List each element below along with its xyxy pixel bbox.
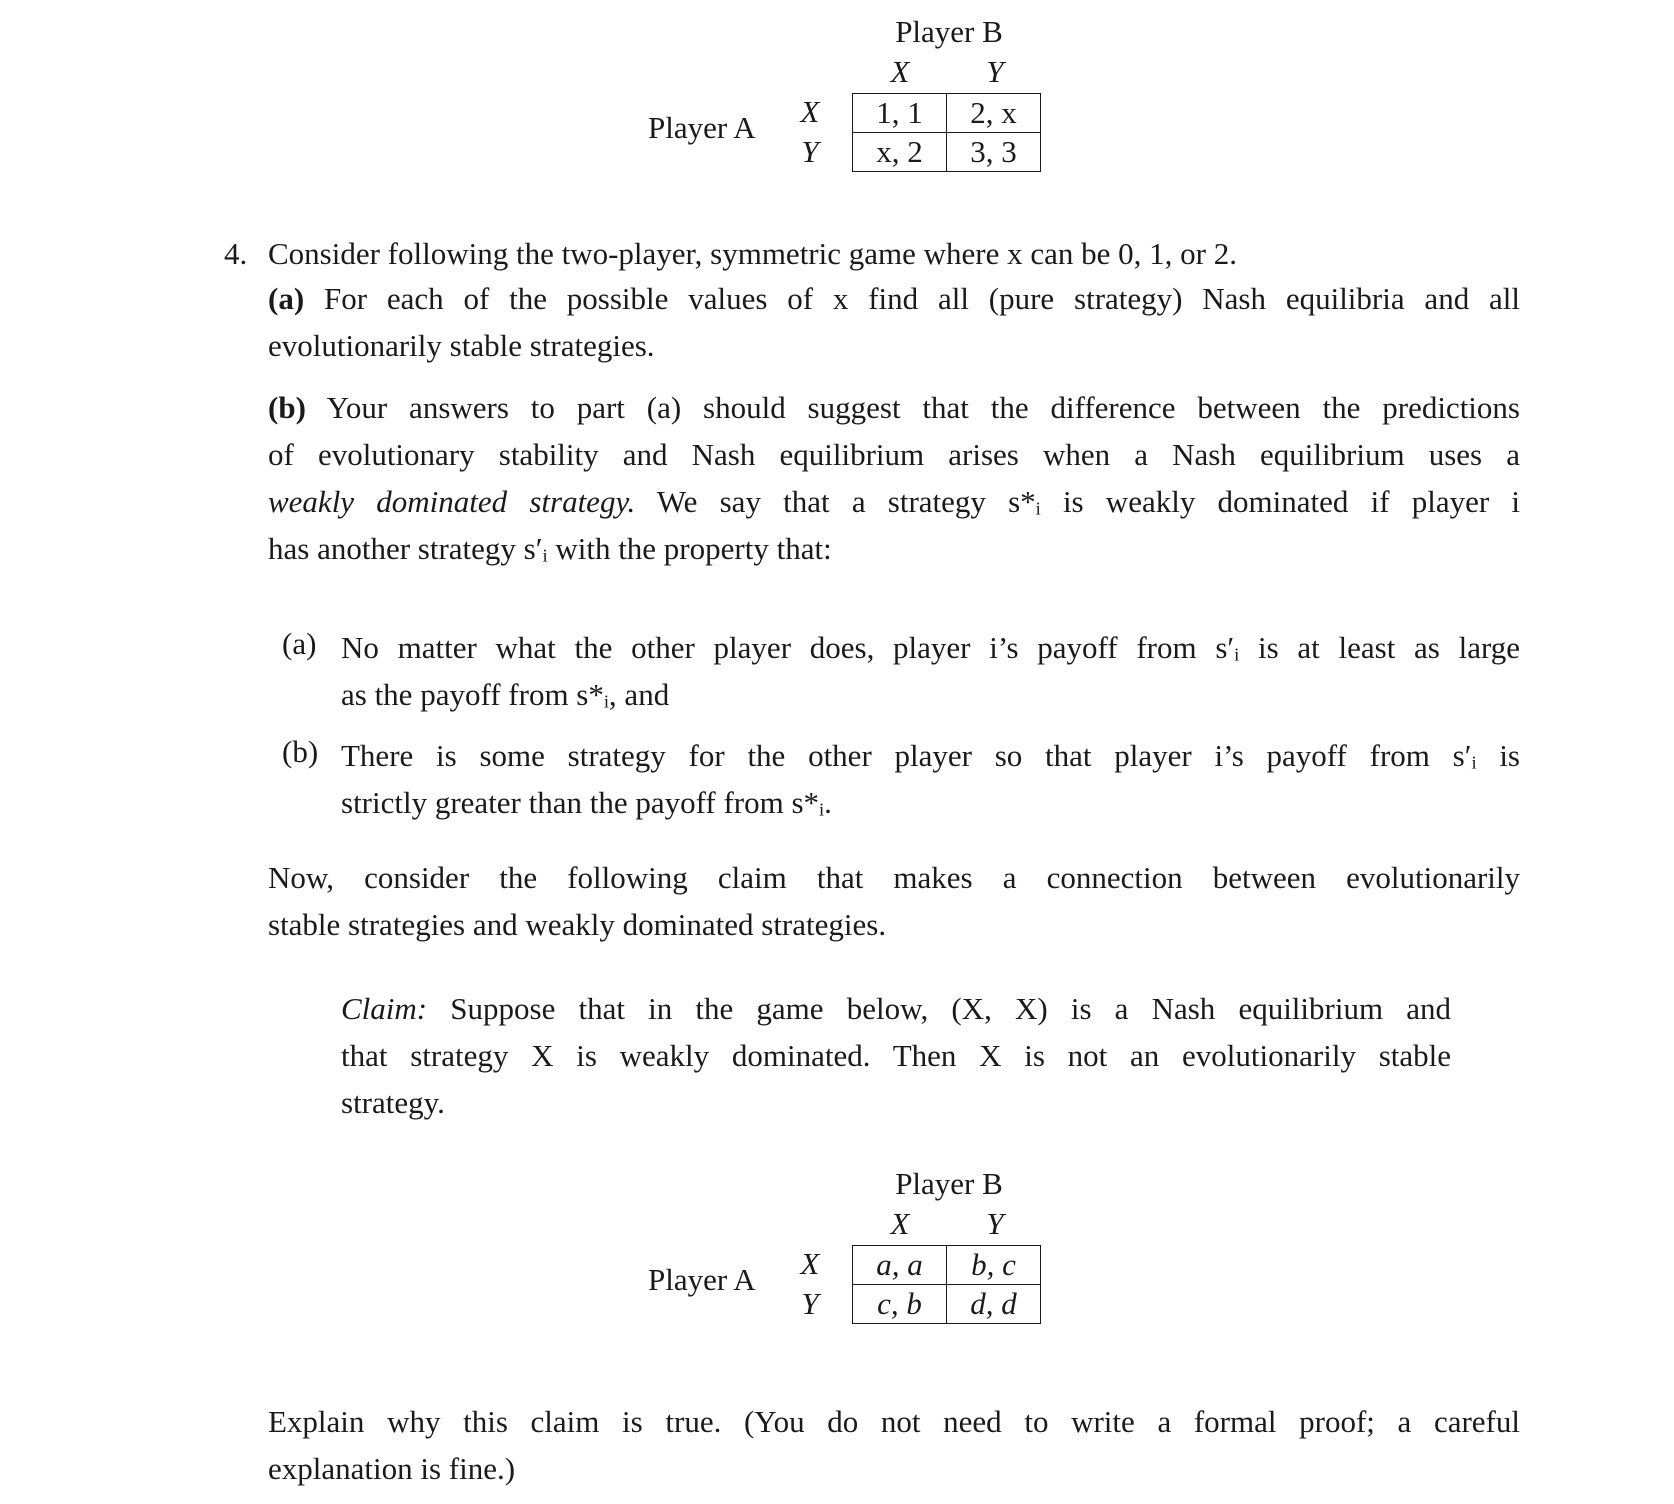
player-a-label: Player A — [648, 110, 756, 145]
condition-a-label: (a) — [282, 626, 317, 661]
claim-paragraph — [341, 985, 1451, 1126]
condition-a-line-1: No matter what the other player does, player i’s payoff from s′ᵢ is at least as large — [341, 630, 1520, 665]
claim-text-1: Suppose that in the game below, (X, X) is a Nash equilibrium and — [450, 991, 1451, 1026]
part-a-line-2: evolutionarily stable strategies. — [268, 328, 655, 363]
condition-b-line-2: strictly greater than the payoff from s*ᵢ. — [341, 785, 832, 820]
now-paragraph — [268, 854, 1520, 948]
part-a-label: (a) — [268, 281, 305, 316]
table-row — [853, 133, 1041, 172]
part-b-line-3 — [268, 478, 1520, 525]
column-label-x: X — [890, 1206, 910, 1241]
part-b-line-4: has another strategy s′ᵢ with the property that: — [268, 531, 832, 566]
payoff-cell: 1, 1 — [853, 94, 947, 133]
payoff-cell: 2, x — [947, 94, 1041, 133]
part-b-line-2: of evolutionary stability and Nash equilibrium arises when a Nash equilibrium uses a — [268, 437, 1520, 472]
column-label-x: X — [890, 54, 910, 89]
row-label-x: X — [800, 1246, 820, 1281]
table-row — [853, 1285, 1041, 1324]
now-line-1: Now, consider the following claim that makes a connection between evolutionarily — [268, 860, 1520, 895]
table-row — [853, 94, 1041, 133]
row-label-y: Y — [801, 134, 819, 169]
part-b-paragraph — [268, 384, 1520, 572]
part-b-label: (b) — [268, 390, 306, 425]
payoff-matrix-2 — [0, 1166, 1674, 1336]
part-b-text-3: We say that a strategy s*ᵢ is weakly dominated if player i — [656, 484, 1520, 519]
explain-line-2: explanation is fine.) — [268, 1451, 516, 1486]
claim-label: Claim: — [341, 991, 428, 1026]
condition-b-line-1: There is some strategy for the other player so that player i’s payoff from s′ᵢ is — [341, 738, 1520, 773]
player-a-label: Player A — [648, 1262, 756, 1297]
payoff-table — [852, 93, 1041, 172]
table-row — [853, 1246, 1041, 1285]
condition-a-line-2: as the payoff from s*ᵢ, and — [341, 677, 670, 712]
claim-line-2: that strategy X is weakly dominated. Then X is not an evolutionarily stable — [341, 1038, 1451, 1073]
payoff-matrix-1 — [0, 14, 1674, 184]
payoff-cell: b, c — [947, 1246, 1041, 1285]
row-label-x: X — [800, 94, 820, 129]
explain-line-1: Explain why this claim is true. (You do not need to write a formal proof; a careful — [268, 1404, 1520, 1439]
part-a-paragraph — [268, 275, 1520, 369]
question-number: 4. — [224, 236, 248, 271]
claim-line-3: strategy. — [341, 1085, 445, 1120]
part-b-emphasis: weakly dominated strategy. — [268, 484, 636, 519]
payoff-cell: c, b — [853, 1285, 947, 1324]
condition-a-text — [341, 624, 1520, 718]
condition-b-text — [341, 732, 1520, 826]
player-b-label: Player B — [895, 14, 1003, 49]
part-b-line-1 — [268, 384, 1520, 431]
part-a-text-1: For each of the possible values of x find all (pure strategy) Nash equilibria and all — [323, 281, 1521, 316]
condition-b-label: (b) — [282, 734, 319, 769]
now-line-2: stable strategies and weakly dominated strategies. — [268, 907, 887, 942]
payoff-cell: x, 2 — [853, 133, 947, 172]
row-label-y: Y — [801, 1286, 819, 1321]
player-b-label: Player B — [895, 1166, 1003, 1201]
payoff-cell: d, d — [947, 1285, 1041, 1324]
payoff-cell: 3, 3 — [947, 133, 1041, 172]
question-intro: Consider following the two-player, symmetric game where x can be 0, 1, or 2. — [268, 236, 1237, 271]
column-label-y: Y — [986, 1206, 1004, 1241]
payoff-cell: a, a — [853, 1246, 947, 1285]
explain-paragraph — [268, 1398, 1520, 1492]
column-label-y: Y — [986, 54, 1004, 89]
claim-line-1 — [341, 985, 1451, 1032]
payoff-table — [852, 1245, 1041, 1324]
part-b-text-1: Your answers to part (a) should suggest that the difference between the predictions — [326, 390, 1520, 425]
part-a-line-1 — [268, 275, 1520, 322]
